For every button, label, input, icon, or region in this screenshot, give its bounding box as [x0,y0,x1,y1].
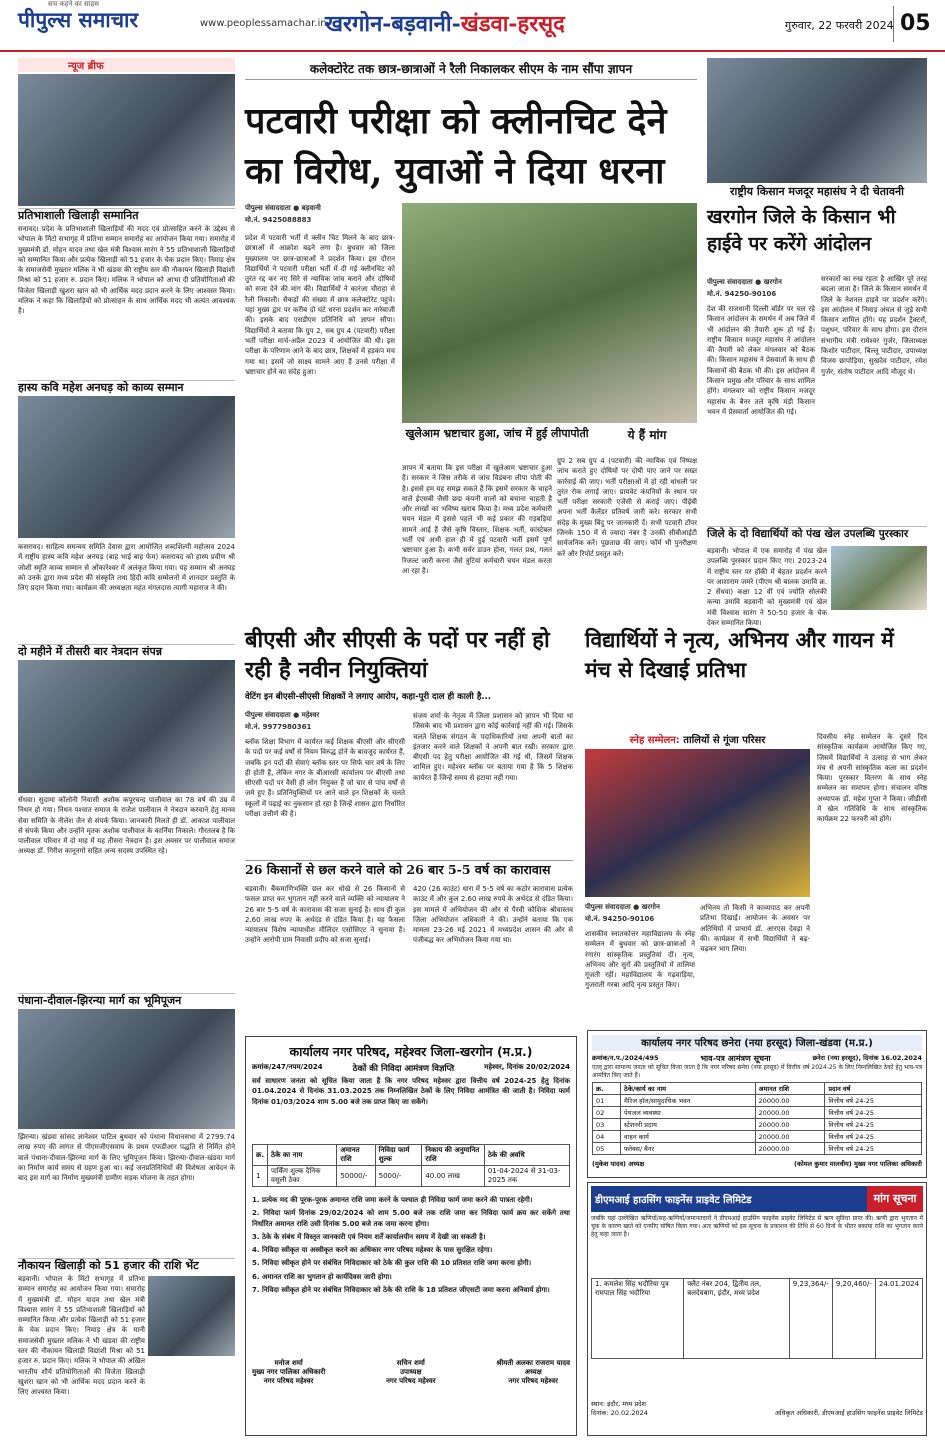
table-cell: 02 [593,1107,621,1119]
table-cell: 20000.00 [755,1131,825,1143]
notice-place: स्थान: इंदौर, मध्य प्रदेश [591,1400,646,1408]
teachers-headline[interactable]: बीएसी और सीएसी के पदों पर नहीं हो रही है नवीन नियुक्तियां [245,627,550,683]
table-cell: 20000.00 [755,1107,825,1119]
condition-item: 6. अमानत राशि का भुगतान हो कार्यदिवस जारी होगा। [252,1272,392,1281]
teachers-kicker: वेटिंग इन बीएसी-सीएसी शिक्षकों ने लगाए आरोप, कहा-पूरी दाल ही काली है... [245,692,492,702]
story-title: प्रतिभाशाली खिलाड़ी सम्मानित [18,208,235,223]
tender-ref: क्रमांक/न.प./2024/495 [592,1054,659,1062]
mobile-number: मो.नं. 94250-90106 [707,290,777,298]
mobile-number: मो.नं. 94250-90106 [585,915,655,923]
table-row [593,1143,922,1155]
table-cell: 04 [593,1131,621,1143]
company-name: डीएमआई हाउसिंग फाइनेंस प्राइवेट लिमिटेड [591,1186,867,1212]
tender-heading: कार्यालय नगर परिषद, महेश्वर जिला-खरगोन (म.प्र.) [289,1044,533,1059]
borrower-name: 1. कमलेश सिंह भदौरिया पुत्र रामपाल सिंह भदौरिया [592,1279,684,1359]
fraud-headline[interactable]: 26 किसानों से छल करने वाले को 26 बार 5-5 वर्ष का कारावास [245,860,573,878]
tender-ref: क्रमांक/247/नपम/2024 [252,1063,323,1071]
tender-date: महेश्वर, दिनांक 20/02/2024 [484,1063,570,1071]
story-body: झिरन्या। खंडवा सांसद ज्ञानेश्वर पाटिल बुधवार को पंधाना विधानसभा में 2799.74 लाख रुपए की लागत से पीएमजीएसवाय के प्रथम एफडीआर पद्धति से निर्मित होने वाले पंधाना-दीवाल-झिरन्या मार्ग के लिए भूमिपूजन किया। झिरन्या-दीवाल-खंडवा मार्ग का निर्माण कार्य समय से ग्रहण हुआ था। कई जनप्रतिनिधियों की विशेषता आवेदन के बाद इस मार्ग का निर्माण मुख्यमंत्री ग्रामीण सड़क योजना के तहत होगा। [18,1133,235,1183]
signature-block: (मुकेश यादव) अध्यक्ष [592,1160,645,1168]
notice-signatory: अधिकृत अधिकारी, डीएमआई हाउसिंग फाइनेंस प्राइवेट लिमिटेड [774,1409,923,1417]
teachers-story [245,625,573,855]
table-cell: 01 [593,1095,621,1107]
tender-title: भाव-पत्र आमंत्रण सूचना [700,1054,771,1063]
fraud-col-2: 420 (26 काउंट) धारा में 5-5 वर्ष का कठोर कारावास प्रत्येक काउंट में और कुल 2.60 लाख रुपये के अर्थदंड से दंडित किया। इस मामले में अभियोजन की ओर से पैरवी कौशिक श्रीवास्तव जिला अभियोजन अधिकारी ने की। उन्होंने बताया कि एक मामला 23-26 मई 2021 में मध्यप्रदेश शासन की ओर से पंजीबद्ध कर अभियोजन किया गया था। [413,885,573,945]
table-header: निकाय की अनुमानित राशि [422,1145,484,1166]
table-cell: पेयजल व्यवस्था [621,1107,756,1119]
table-cell: 50000/- [337,1166,375,1187]
culture-kicker-b: तालियों से गूंजा परिसर [679,735,766,746]
culture-kicker [585,732,810,746]
byline: पीपुल्स संवाददाता ● महेश्वर [245,711,320,719]
story-title: नौकायन खिलाड़ी को 51 हजार की राशि भेंट [18,1258,235,1273]
notice-text: जबकि यहां उल्लेखित ऋणियों/सह-ऋणियों/जमानतदारों ने डीएमआई हाउसिंग फाइनेंस प्राइवेट लिमिटेड से ऋण सुविधा प्राप्त की। ऋणी द्वारा भुगतान में चूक के कारण खाते को एनपीए घोषित किया गया। अतः ऋणियों को इस सूचना के प्रकाशन की तिथि से 60 दिनों के भीतर बकाया राशि का भुगतान करने हेतु कहा जाता है। [591,1215,923,1238]
table-header: ठेके/कार्य का नाम [621,1083,756,1095]
notice-title: मांग सूचना [867,1186,923,1212]
table-cell: 20000.00 [755,1143,825,1155]
farmers-meeting-photo [707,58,927,183]
table-cell: मैरिज हॉल/सामुदायिक भवन [621,1095,756,1107]
table-cell: 5000/- [375,1166,422,1187]
table-header: निविदा फार्म शुल्क [375,1145,422,1166]
table-header: क्र. [253,1145,268,1166]
culture-col-1: शासकीय स्नातकोत्तर महाविद्यालय के स्नेह सम्मेलन में बुधवार को छात्र-छात्राओं ने रंगारंग सांस्कृतिक प्रस्तुतियां दीं। नृत्य, अभिनय और सुरों की प्रस्तुतियों में तालियां गूंजती रहीं। महाविद्यालय के गढ़वाड़िया, गुजराती गरबा आदि नृत्य प्रस्तुत किए। [585,930,695,990]
tender-table [252,1144,570,1187]
culture-kicker-a: स्नेह सम्मेलन: [629,735,680,746]
demands-title: ये हैं मांग [627,428,667,442]
lead-story [245,58,697,618]
demand-notice-dmi [587,1182,927,1436]
table-row [593,1095,922,1107]
table-cell: वित्तीय वर्ष 24-25 [825,1107,922,1119]
tender-conditions [252,1195,570,1355]
section-title-a: खरगोन-बड़वानी- [325,11,461,37]
tender-intro: सर्व साधारण जनता को सूचित किया जाता है कि नगर परिषद महेश्वर द्वारा वित्तीय वर्ष 2024-25 हेतु दिनांक 01.04.2024 से दिनांक 31.03.2025 तक निम्नलिखित ठेकों के लिए निविदा आमंत्रित की जाती है। निविदा फार्म दिनांक 01/03/2024 शाम 5.00 बजे तक प्राप्त किए जा सकेंगे। [252,1077,570,1106]
culture-col-2: अभिनय तो किसी ने काव्यपाठ कर अपनी प्रतिभा दिखाई। आयोजन के अवसर पर अतिथियों में प्राचार्य डॉ. आरएस देवड़ा ने की। कार्यक्रम में सभी विद्यार्थियों ने बढ़-चढ़कर भाग लिया। [700,904,810,954]
table-cell: 03 [593,1119,621,1131]
farmers-col-2: सरकारों का रुख रहता है आखिर पूरे तरह बदला जाता है। जिले के किसान समर्थन में जिले के नेशनल हाइवे पर प्रदर्शन करेंगे। इस आंदोलन में निमाड़ अंचल से जुड़े सभी किसान शामिल होंगे। यह प्रदर्शन ट्रैक्टरों, पशुधन, परिवार के साथ होगा। इस दौरान संभागीय मंत्री रामेश्वर गुर्जर, जिलाध्यक्ष किशोर पाटीदार, बिल्लू पाटीदार, उपाध्यक्ष विजय छापोड़िया, सुखदेव पाटीदार, रमेश गुर्जर, संतोष पाटीदार आदि मौजूद थे। [821,275,927,376]
table-cell: वित्तीय वर्ष 24-25 [825,1095,922,1107]
masthead [0,0,945,52]
lead-col-1: प्रदेश में पटवारी भर्ती में क्लीन चिट मिलने के बाद छात्र-छात्राओं में आक्रोश बढ़ने लगा है। बुधवार को जिला मुख्यालय पर छात्र-छात्राओं ने प्रदर्शन किया। इस दौरान विद्यार्थियों ने पटवारी परीक्षा भर्ती में दी गई क्लीनचिट को तुरंत रद्द कर नए सिरे से न्यायिक जांच कराने और दोषियों को सजा देने की मांग की। विद्यार्थियों ने कारंजा चौराहा से रैली निकाली। सैकड़ों की संख्या में छात्र कलेक्टोरेट पहुंचे। यहां मुख्य द्वार पर करीब दो घंटे धरना प्रदर्शन कर नारेबाजी की। इसके बाद एसडीएम प्रतिनिधि को ज्ञापन सौंपा। विद्यार्थियों ने बताया कि ग्रुप 2, सब ग्रुप 4 (पटवारी) परीक्षा भर्ती परीक्षा मार्च-अप्रैल 2023 में आयोजित की थी। इस परीक्षा के परिणाम आने के बाद छात्र, शिक्षकों में हड़कंप मच गया था। इसमें जो साक्ष्य सामने आए हैं उनसे परीक्षा में भ्रष्टाचार होने का संदेह हुआ। [245,234,395,376]
signature-block: (कोमल कुमार मालवीय) मुख्य नगर पालिका अधिकारी [794,1160,922,1168]
table-cell: वित्तीय वर्ष 24-25 [825,1131,922,1143]
news-brief-label: न्यूज ब्रीफ [18,58,235,72]
signature-block: श्रीमती अलका राजराम यादव अध्यक्ष नगर परिषद महेश्वर [496,1359,570,1385]
tender-heading: कार्यालय नगर परिषद छनेरा (नया हरसूद) जिला-खंडवा (म.प्र.) [592,1035,922,1051]
table-header: क्र. [593,1083,621,1095]
award-story-body: बड़वानी। भोपाल में एक समारोह में पंख खेल उपलब्धि पुरस्कार प्रदान किए गए। 2023-24 में राष्ट्रीय स्तर पर हॉकी में बेहतर प्रदर्शन करने पर आशाराम जमरे (पीएम श्री बालक उमावि क्र. 2 सेंधवा) कक्षा 12 वीं एवं ज्योति सोलंकी कन्या उमावि बड़वानी को मुख्यमंत्री एवं खेल मंत्री विश्वास सारंग ने 50-50 हजार के चेक देकर सम्मानित किया। [707,547,827,628]
section-title-b: खंडवा-हरसूद [460,11,565,37]
table-row [593,1131,922,1143]
award-photo [18,74,235,206]
website-link[interactable]: www.peoplessamachar.in [200,18,327,29]
protest-rally-photo [402,203,697,423]
teachers-col-1: ब्लॉक शिक्षा विभाग में कार्यरत कई शिक्षक बीएसी और सीएसी के पदों पर कई वर्षों से नियम विरुद्ध होने के बावजूद कार्यरत हैं, जबकि इन पदों की सेवाएं ब्लॉक स्तर पर सिर्फ चार वर्ष के लिए ही होती हैं, लेकिन नगर के बीआरसी कार्यालय पर बीएसी तथा सीएसी पदों पर वैसी ही लोग नियुक्त हैं जो चार से पांच वर्षों से जमे हुए हैं। प्रतिनियुक्तियों पर आने वाले इन शिक्षकों के चलते स्कूलों में पढ़ाई का नुकसान हो रहा है जिन्हें शासन द्वारा निर्धारित परीक्षा उत्तीर्ण की है। [245,738,406,819]
road-ceremony-photo [18,1009,235,1129]
condition-item: 1. प्रत्येक मद की पूरक-पूरक अमानत राशि जमा करने के पश्चात ही निविदा फार्म जमा करने की पात्रता रहेगी। [252,1196,533,1204]
story-title: जिले के दो विद्यार्थियों को पंख खेल उपलब्धि पुरस्कार [707,526,927,542]
fraud-story [245,860,573,1030]
signature-block: मनोज शर्मा मुख्य नगर पालिका अधिकारी नगर परिषद महेश्वर [252,1359,326,1385]
farmers-headline[interactable]: खरगोन जिले के किसान भी हाईवे पर करेंगे आंदोलन [707,206,896,255]
mobile-number: मो.नं. 9977980361 [245,723,312,731]
notice-date: दिनांक: 20.02.2024 [591,1409,648,1417]
teachers-col-2: संजय शर्मा के नेतृत्व में जिला प्रशासन को ज्ञापन भी दिया था जिसके बाद भी प्रशासन द्वारा कोई कार्रवाई नहीं की गई। जिसके चलते शिक्षक संगठन के पदाधिकारियों तथा अपनी बातों का इंतजार करने वाले शिक्षकों ने अपनी बात रखी। सरकार द्वारा बीएसी पद हेतु परीक्षा आयोजित की गई थी, जिसमें शिक्षक शामिल हुए। महेश्वर ब्लॉक पर बताया गया है कि 5 शिक्षक कार्यरत हैं जिन्हें समय से हटाया नहीं गया। [413,712,573,782]
lead-col-4: ग्रुप 2 सब ग्रुप 4 (पटवारी) की न्यायिक एवं निष्पक्ष जांच कराते हुए दोषियों पर दोषी पाए जाने पर सख्त कार्रवाई की जाए। भर्ती परीक्षाओं में हो रही धांधली पर तुरंत रोक लगाई जाए। प्रायवेट कंपनियों के स्थान पर भर्ती परीक्षा सरकारी एजेंसी से कराई जाए। पीईबी अपना भर्ती कैलेंडर प्रतिवर्ष जारी करे। सरकार सभी संदेह के मुख्य बिंदु पर जानकारी दें। सभी पटवारी टॉपर जिनके 150 में से ज्यादा नंबर है उनकी सीबीआईटी सार्वजनिक करें। पूछताछ की जाए। फॉर्म भी पुनरीक्षण करें और रिपोर्ट प्रस्तुत करें। [557,457,697,558]
table-header: ठेके का नाम [268,1145,337,1166]
condition-item: 4. निविदा स्वीकृत या अस्वीकृत करने का अधिकार नगर परिषद महेश्वर के पास सुरक्षित रहेगा। [252,1246,493,1255]
dance-performance-photo [585,749,810,897]
logo-tagline: सच कहने का साहस [48,0,100,8]
tender-table [592,1082,922,1155]
table-row [593,1107,922,1119]
farmers-col-1: देश की राजधानी दिल्ली बॉर्डर पर चल रहे किसान आंदोलन के समर्थन में अब जिले में भी आंदोलन की तैयारी शुरू हो गई है। राष्ट्रीय किसान मजदूर महासंघ ने आंदोलन की तैयारी को लेकर मंगलवार को बैठक की। किसान महासंघ ने प्रेसवार्ता के साथ ही किसानों की बैठक भी की। इस आंदोलन में किसान प्रमुख और परिवार के साथ शामिल होंगे। मंगलवार को राष्ट्रीय किसान मजदूर महासंघ के बैनर तले कृषि मंडी किसान भवन में प्रेसवार्ता आयोजित की गई। [707,305,815,416]
lead-col-3: ज्ञापन में बताया कि इस परीक्षा में खुलेआम भ्रष्टाचार हुआ है। सरकार ने जिस तरीके से जांच विडंबना लीपा पोती की है। इससे हम यह समझ सकते हैं कि इसमें सरकार के चाहने वाले ईएसबी जैसी छद्म कंपनी वालों को बचाना चाहती है और लाखों का भविष्य खराब किया है। मध्य प्रदेश कर्मचारी चयन मंडल में इससे पहले भी कई प्रकार की गड़बड़ियां सामने आई हैं जैसे कृषि विस्तार, शिक्षक भर्ती, कांस्टेबल भर्ती एवं अभी हाल ही में हुई पटवारी भर्ती इसमें पूर्ण भ्रष्टाचार हुआ है। कभी सर्वर डाउन होना, गलत प्रश्न, गलत रिजल्ट जारी करना जैसे त्रुटियां कर्मचारी चयन मंडल करता आ रहा है। [402,464,552,575]
tender-notice-chhanera [587,1030,927,1178]
farmers-kicker: राष्ट्रीय किसान मजदूर महासंघ ने दी चेतावनी [730,185,904,198]
story-title: दो महीने में तीसरी बार नेत्रदान संपन्न [18,644,235,659]
table-cell: 40.00 लाख [422,1166,484,1187]
table-header: अमानत राशि [337,1145,375,1166]
table-cell: स्टेशनरी प्रदाय [621,1119,756,1131]
table-row [593,1119,922,1131]
table-header: प्रदान वर्ष [825,1083,922,1095]
story-title: पंधाना-दीवाल-झिरन्या मार्ग का भूमिपूजन [18,993,235,1008]
condition-item: 2. निविदा फार्म दिनांक 29/02/2024 को शाम 5.00 बजे तक राशि जमा कर निविदा फार्म क्रय कर सकेंगे तथा निर्धारित अमानत राशि उसी दिनांक 5.00 बजे तक जमा करना होगा। [252,1209,570,1228]
tender-notice-maheshwar [245,1036,577,1436]
borrower-table [591,1278,923,1359]
byline: पीपुल्स संवाददाता ● खरगोन [707,278,782,286]
story-body: सेंधवा। सुदामा कॉलोनी निवासी अशोक कपूरचन्द पालीवाल का 78 वर्ष की उम्र में निधन हो गया। निधन पश्चात समाज के राजेश पालीवाल ने नेत्रदान करवाने हेतु मानव सेवा समिति के नीलेश जैन से संपर्क किया। जानकारी मिलते ही डॉ. आकाश पालीवाल से संपर्क किया और उन्होंने मृतक अशोक पालीवाल के कार्निया निकाले। गौरतलब है कि पालीवाल परिवार में दो माह में यह तीसरा नेत्रदान है। इस अवसर पर पालीवाल समाज अध्यक्ष डॉ. गिरीश कानूनगो सहित अन्य सदस्य उपस्थित रहे। [18,796,235,856]
tender-signatures [592,1159,922,1168]
mobile-number: मो.नं. 9425088883 [245,216,312,224]
byline: पीपुल्स संवाददाता ● बड़वानी [245,204,321,212]
byline: पीपुल्स संवाददाता ● खरगोन [585,903,660,911]
table-cell: पार्किंग शुल्क दैनिक वसूली ठेका [268,1166,337,1187]
students-award-photo [831,546,927,610]
table-header: अमानत राशि [755,1083,825,1095]
photo-caption: खुलेआम भ्रष्टाचार हुआ, जांच में हुई लीपापोती [402,423,592,458]
fraud-col-1: बड़वानी। बैंकमाणिभक्ति छल कर धोखे से 26 किसानों से फसल प्राप्त कर भुगतान नहीं करने वाले व्यक्ति को न्यायालय ने 26 बार 5-5 वर्ष के कारावास की सजा सुनाई है। साथ ही कुल 2.60 लाख रुपए के अर्थदंड से दंडित किया है। यह फैसला न्यायालय विशेष न्यायाधीश मौलिंदर एसोसिएट ने सुनाया है। उन्होंने आरोपी ग्राम निवासी प्रदीप को सजा सुनाई। [245,885,405,945]
culture-col-3: दिवसीय स्नेह सम्मेलन के दूसरे दिन सांस्कृतिक कार्यक्रम आयोजित किए गए, जिसमें विद्यार्थियों ने उत्साह से भाग लेकर मंच से अपनी सांस्कृतिक कला का प्रदर्शन किया। पुरस्कार वितरण के साथ स्नेह सम्मेलन का समापन होगा। संचालन वरिष्ठ अध्यापक डॉ. महेश गुप्ता ने किया। जीडीसी में खेल गतिविधि के साथ सांस्कृतिक कार्यक्रम 22 फरवरी को होंगे। [817,733,927,824]
tender-intro: एतद् द्वारा सामान्य जनता को सूचित किया जाता है कि नगर परिषद छनेरा (नया हरसूद) में वित्तीय वर्ष 2024-25 के लिए निम्नलिखित ठेकों हेतु भाव-पत्र आमंत्रित किए जाते हैं। [592,1064,922,1079]
table-cell: 01-04-2024 से 31-03-2025 तक [484,1166,569,1187]
story-title: हास्य कवि महेश अनघड़ को काव्य सम्मान [18,380,235,395]
table-cell: 20000.00 [755,1119,825,1131]
property-address: फ्लैट नंबर 204, द्वितीय तल, बलदेवबाग, इंदौर, मध्य प्रदेश [684,1279,790,1359]
table-cell: 1 [253,1166,268,1187]
left-column [18,58,235,1438]
tender-date: छनेरा (नया हरसूद), दिनांक 16.02.2024 [812,1054,922,1062]
culture-story [585,625,927,1025]
newspaper-logo[interactable]: पीपुल्स समाचार [18,7,139,32]
farmers-story [707,58,927,628]
issue-date: गुरुवार, 22 फरवरी 2024 [785,19,894,32]
story-body: बड़वानी। भोपाल के मिंटो सभागृह में प्रतिभा सम्मान समारोह का आयोजन किया गया। समारोह में मुख्यमंत्री डॉ. मोहन यादव तथा खेल मंत्री विश्वास सारंग ने 55 प्रतिभाशाली खिलाड़ियों को सम्मानित किया और प्रत्येक खिलाड़ी को 51 हजार के चेक प्रदान किए। निमाड़ क्षेत्र के मानी समाजसेवी मुख्तार मलिक ने भी खंडवा की राष्ट्रीय स्तर की नौकायन खिलाड़ी विद्यांशी मिश्रा को 51 हजार रु. प्रदान किए। मलिक ने भोपाल की अखिल भारतीय शौर्य प्रतियोगिताओं की विजेता खिलाड़ी खुशरा खान को भी आर्थिक मदद प्रदान करने के लिए आश्वस्त किया। [18,1275,146,1397]
table-cell: फ्लेक्स/ बैनर [621,1143,756,1155]
culture-headline[interactable]: विद्यार्थियों ने नृत्य, अभिनय और गायन में मंच से दिखाई प्रतिभा [585,627,894,682]
lead-kicker: कलेक्टोरेट तक छात्र-छात्राओं ने रैली निकालकर सीएम के नाम सौंपा ज्ञापन [245,58,697,80]
condition-item: 3. ठेके के संबंध में विस्तृत जानकारी एवं नियम शर्तें कार्यालयीन समय में देखी जा सकती है। [252,1232,486,1241]
condition-item: 7. निविदा स्वीकृत होने पर संबंधित निविदाकार को ठेके की राशि के 18 प्रतिशत जीएसटी जमा करना अनिवार्य होगा। [252,1286,550,1295]
poet-photo [18,396,235,538]
table-cell: वित्तीय वर्ष 24-25 [825,1143,922,1155]
story-body: सनावद। प्रदेश के प्रतिभाशाली खिलाड़ियों की मदद एवं प्रोत्साहित करने के उद्देश्य से भोपाल के मिंटो सभागृह में प्रतिभा सम्मान समारोह का आयोजन किया गया। समारोह में मुख्यमंत्री डॉ. मोहन यादव तथा खेल मंत्री विश्वास सारंग ने 55 प्रतिभाशाली खिलाड़ियों को सम्मानित किया और प्रत्येक खिलाड़ी को 51 हजार के चेक प्रदान किए। निमाड़ क्षेत्र के समाजसेवी मुख्तार मलिक ने भी खंडवा की राष्ट्रीय स्तर की नौकायन खिलाड़ी विद्यांशी मिश्रा को 51 हजार रु. प्रदान किए। मलिक ने भोपाल को आभा दी प्रतियोगिताओं की विजेता खिलाड़ी खुशरा खान को भी आर्थिक मदद प्रदान करने के लिए आश्वस्त किया। मलिक ने कहा कि खिलाड़ियों को प्रोत्साहन के साथ आर्थिक मदद भी अत्यंत आवश्यक है। [18,225,235,316]
condition-item: 5. निविदा स्वीकृत होने पर संबंधित निविदाकार को ठेके की कुल राशि की 10 प्रतिशत राशि जमा करना होगी। [252,1259,532,1268]
page-number: 05 [893,6,933,42]
outstanding-amount: 9,23,364/- [789,1279,832,1359]
story-body: कसरावद। साहित्य समन्वय समिति देवास द्वारा आयोजित शब्दशिल्पी महोत्सव 2024 में राष्ट्रीय हास्य कवि महेश अनघड़ (बाह भाई बाह फेम) कसरावद को हास्य प्रवीण श्री जोशी स्मृति काव्य सम्मान से ओंकारेश्वर में अलंकृत किया गया। यह सम्मान श्री अनघड़ को उनके द्वारा मध्य प्रदेश की संस्कृति तथा हिंदी कवि सम्मेलनों में शानदार प्रस्तुति के लिए प्रदान किया गया। कार्यक्रम की अध्यक्षता महंत मंगलदास त्यागी महाराज ने की। [18,543,235,593]
eye-donation-photo [18,660,235,793]
table-cell: 20000.00 [755,1095,825,1107]
table-header: ठेके की अवधि [484,1145,569,1166]
npa-date: 24.01.2024 [875,1279,922,1359]
athlete-photo [148,1276,235,1356]
signature-block: सचिन शर्मा उपाध्यक्ष नगर परिषद महेश्वर [386,1359,436,1385]
table-cell: 05 [593,1143,621,1155]
demand-amount: 9,20,460/- [832,1279,875,1359]
tender-title: ठेकों की निविदा आमंत्रण विज्ञप्ति [352,1064,455,1074]
table-cell: वाहन कार्य [621,1131,756,1143]
section-title [325,8,565,38]
tender-signatures [252,1359,570,1386]
lead-headline[interactable]: पटवारी परीक्षा को क्लीनचिट देने का विरोध, युवाओं ने दिया धरना [245,100,667,192]
table-cell: वित्तीय वर्ष 24-25 [825,1119,922,1131]
